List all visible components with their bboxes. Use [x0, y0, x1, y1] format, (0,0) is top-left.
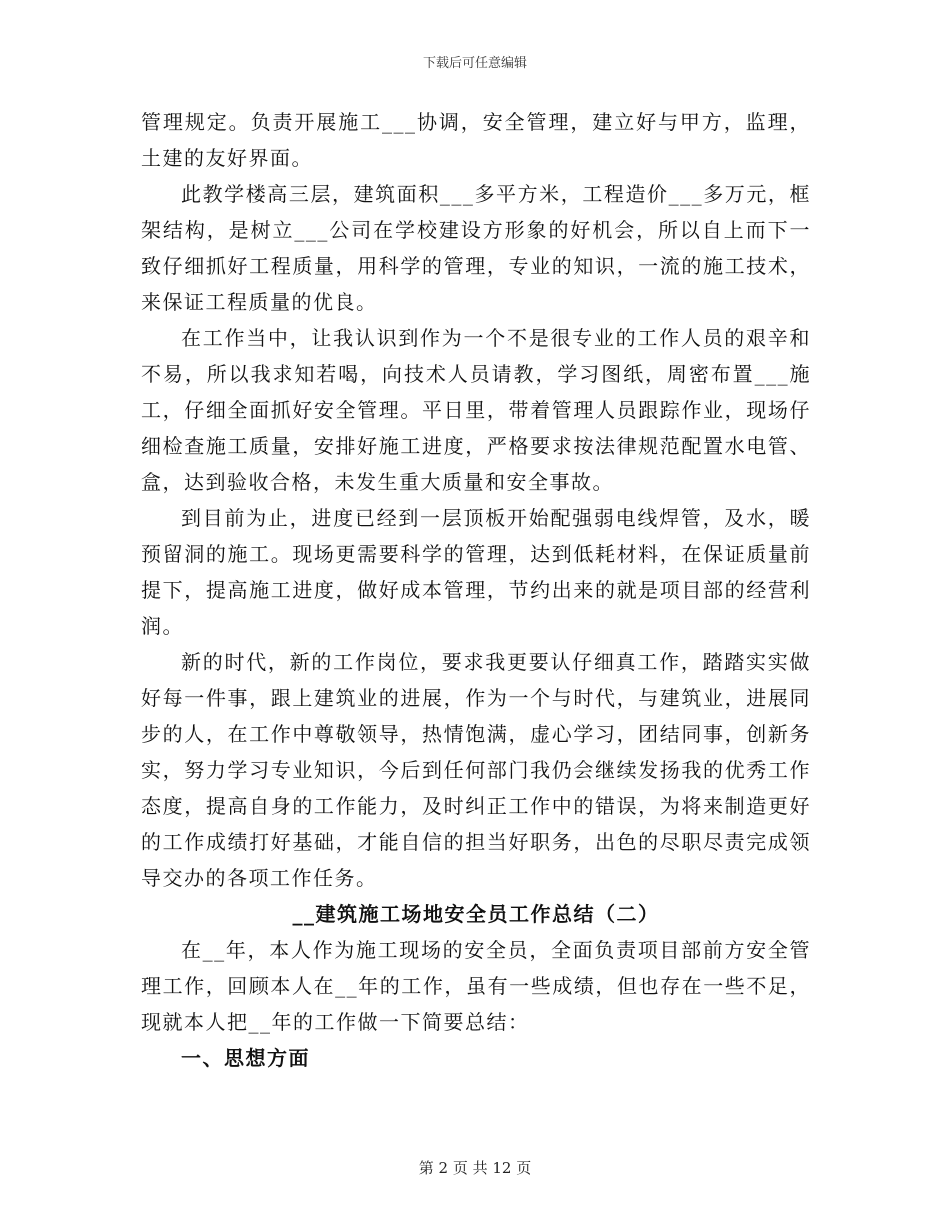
- paragraph-section-intro: 在__年，本人作为施工现场的安全员，全面负责项目部前方安全管理工作，回顾本人在__年的工作，虽有一些成绩，但也存在一些不足，现就本人把__年的工作做一下简要总结：: [141, 938, 811, 1034]
- page-header: 下载后可任意编辑: [422, 56, 527, 71]
- paragraph-work-experience: 在工作当中，让我认识到作为一个不是很专业的工作人员的艰辛和不易，所以我求知若喝，向技术人员请教，学习图纸，周密布置___施工，仔细全面抓好安全管理。平日里，带着管理人员跟踪作业，现场仔细检查施工质量，安排好施工进度，严格要求按法律规范配置水电管、盒，达到验收合格，未发生重大质量和安全事故。: [141, 326, 811, 494]
- paragraph-continued: 管理规定。负责开展施工___协调，安全管理，建立好与甲方，监理，土建的友好界面。: [141, 110, 811, 170]
- subheading-thought: 一、思想方面: [181, 1046, 310, 1070]
- paragraph-progress: 到目前为止，进度已经到一层顶板开始配强弱电线焊管，及水，暖预留洞的施工。现场更需要科学的管理，达到低耗材料，在保证质量前提下，提高施工进度，做好成本管理，节约出来的就是项目部的经营利润。: [141, 506, 811, 638]
- paragraph-new-era: 新的时代，新的工作岗位，要求我更要认仔细真工作，踏踏实实做好每一件事，跟上建筑业的进展，作为一个与时代，与建筑业，进展同步的人，在工作中尊敬领导，热情饱满，虚心学习，团结同事，创新务实，努力学习专业知识，今后到任何部门我仍会继续发扬我的优秀工作态度，提高自身的工作能力，及时纠正工作中的错误，为将来制造更好的工作成绩打好基础，才能自信的担当好职务，出色的尽职尽责完成领导交办的各项工作任务。: [141, 650, 811, 890]
- page-footer: 第 2 页 共 12 页: [418, 1159, 532, 1177]
- paragraph-building-overview: 此教学楼高三层，建筑面积___多平方米，工程造价___多万元，框架结构，是树立___公司在学校建设方形象的好机会，所以自上而下一致仔细抓好工程质量，用科学的管理，专业的知识，一流的施工技术，来保证工程质量的优良。: [141, 182, 811, 314]
- document-body: [141, 104, 811, 1076]
- section-title: __建筑施工场地安全员工作总结（二）: [292, 902, 660, 926]
